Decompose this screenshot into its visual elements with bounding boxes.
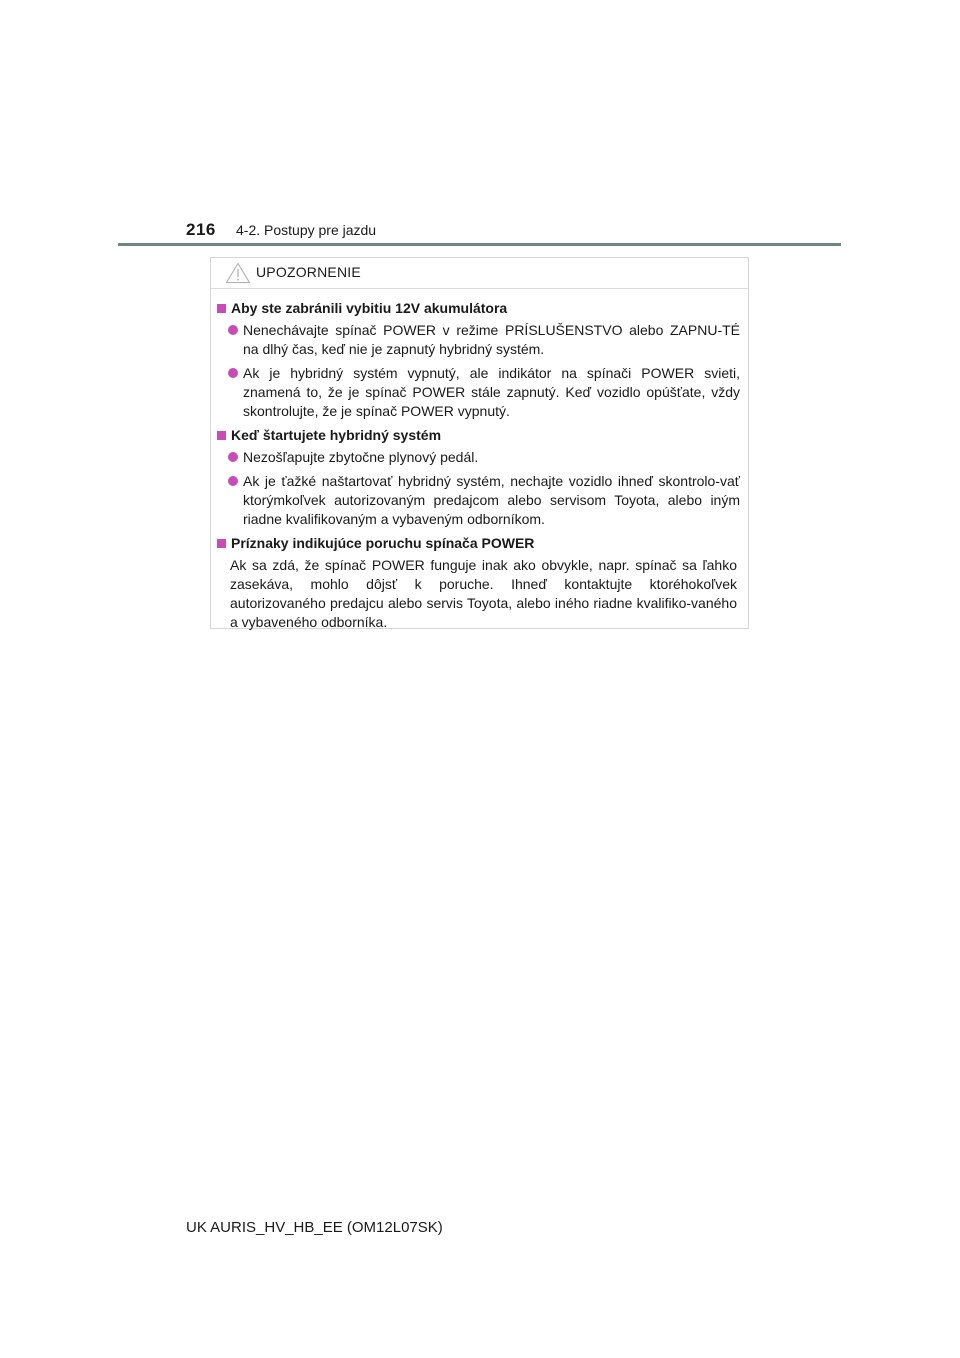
list-item xyxy=(228,321,740,359)
section-heading xyxy=(216,534,740,553)
warning-section xyxy=(216,299,740,421)
warning-header xyxy=(211,258,748,289)
list-item xyxy=(228,472,740,529)
list-item-text: Ak je ťažké naštartovať hybridný systém, nechajte vozidlo ihneď skontrolo-vať ktorýmkoľvek autorizovaným predajcom alebo servisom Toyota, alebo iným riadne kvalifikovaným a vybaveným odborníkom. xyxy=(243,473,740,527)
page-number: 216 xyxy=(186,220,216,239)
section-heading xyxy=(216,426,740,445)
list-item-text: Ak je hybridný systém vypnutý, ale indikátor na spínači POWER svieti, znamená to, že je spínač POWER stále zapnutý. Keď vozidlo opúšťate, vždy skontrolujte, že je spínač POWER vypnutý. xyxy=(243,365,740,419)
warning-triangle-icon xyxy=(225,262,251,284)
section-heading xyxy=(216,299,740,318)
square-bullet-icon xyxy=(217,304,226,313)
list-item xyxy=(228,364,740,421)
list-item-text: Nezošľapujte zbytočne plynový pedál. xyxy=(243,449,479,465)
dot-bullet-icon xyxy=(228,452,238,462)
header-rule xyxy=(118,243,841,246)
list-item xyxy=(228,448,740,467)
warning-label: UPOZORNENIE xyxy=(256,264,361,280)
section-paragraph: Ak sa zdá, že spínač POWER funguje inak ako obvykle, napr. spínač sa ľahko zasekáva, mohlo dôjsť k poruche. Ihneď kontaktujte ktoréhokoľvek autorizovaného predajcu alebo servis Toyota, alebo iného riadne kvalifiko-vaného a vybaveného odborníka. xyxy=(230,557,737,630)
section-heading-text: Keď štartujete hybridný systém xyxy=(231,427,442,443)
section-heading-text: Príznaky indikujúce poruchu spínača POWER xyxy=(231,535,535,551)
square-bullet-icon xyxy=(217,539,226,548)
dot-bullet-icon xyxy=(228,325,238,335)
warning-section xyxy=(216,426,740,529)
warning-section xyxy=(216,534,740,632)
dot-bullet-icon xyxy=(228,476,238,486)
warning-body xyxy=(211,289,748,632)
warning-box xyxy=(210,257,749,629)
dot-bullet-icon xyxy=(228,368,238,378)
section-title: 4-2. Postupy pre jazdu xyxy=(236,222,377,238)
square-bullet-icon xyxy=(217,431,226,440)
list-item-text: Nenechávajte spínač POWER v režime PRÍSLUŠENSTVO alebo ZAPNU-TÉ na dlhý čas, keď nie je zapnutý hybridný systém. xyxy=(243,322,740,357)
footer-model-code: UK AURIS_HV_HB_EE (OM12L07SK) xyxy=(186,1219,443,1236)
section-heading-text: Aby ste zabránili vybitiu 12V akumulátora xyxy=(231,300,508,316)
